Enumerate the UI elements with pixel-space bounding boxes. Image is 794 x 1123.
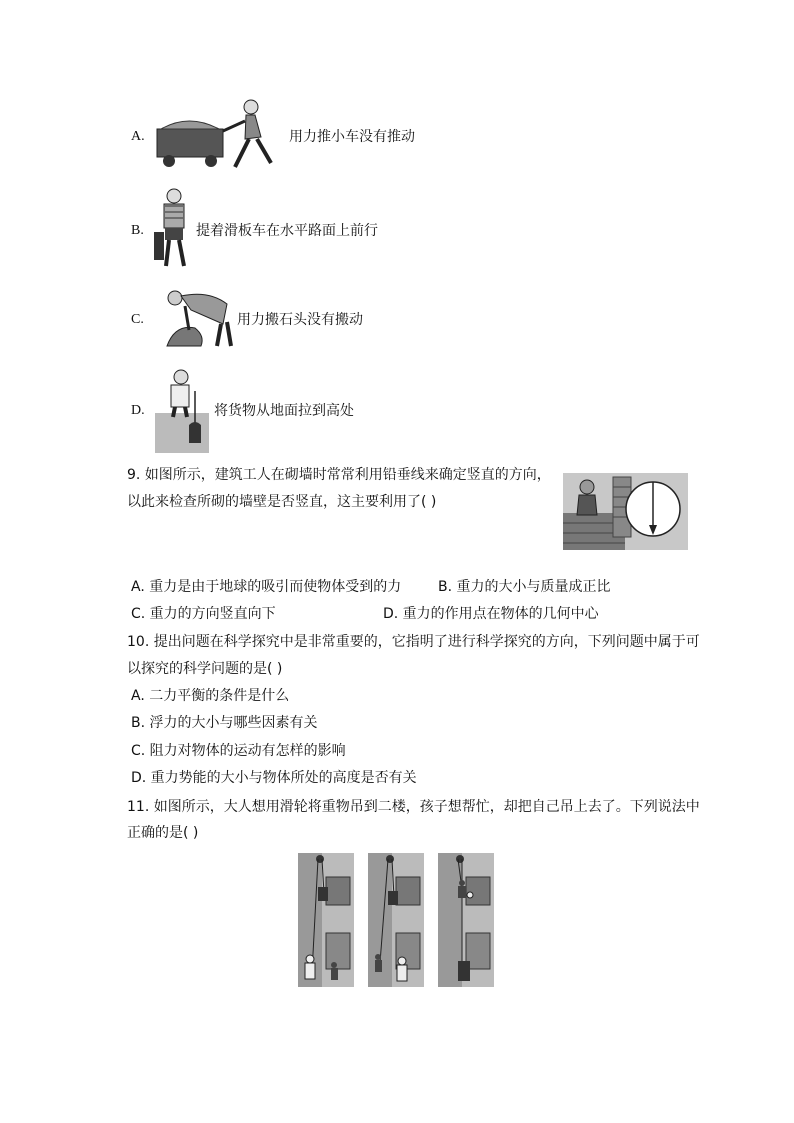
plumb-line-illustration: [563, 473, 688, 550]
q10-option-a: A. 二力平衡的条件是什么: [131, 688, 290, 704]
q9-stem-line2: 以此来检查所砌的墙壁是否竖直，这主要利用了( ): [127, 494, 437, 510]
q10-stem-line1: 10. 提出问题在科学探究中是非常重要的，它指明了进行科学探究的方向，下列问题中属于可: [127, 634, 700, 650]
q9-stem-line1: 9. 如图所示，建筑工人在砌墙时常常利用铅垂线来确定竖直的方向，: [127, 467, 551, 483]
q9-option-c: C. 重力的方向竖直向下: [131, 606, 276, 622]
q10-stem-line2: 以探究的科学问题的是( ): [127, 661, 283, 677]
q11-stem-line1: 11. 如图所示，大人想用滑轮将重物吊到二楼，孩子想帮忙，却把自己吊上去了。下列说法中: [127, 799, 700, 815]
q10-option-d: D. 重力势能的大小与物体所处的高度是否有关: [131, 770, 417, 786]
option-c-text: 用力搬石头没有搬动: [237, 312, 363, 328]
lift-rock-illustration: [161, 284, 235, 350]
pull-cargo-illustration: [155, 367, 209, 453]
option-d-letter: D.: [131, 403, 145, 418]
option-a-letter: A.: [131, 129, 145, 144]
push-cart-illustration: [153, 97, 285, 173]
q10-option-c: C. 阻力对物体的运动有怎样的影响: [131, 743, 346, 759]
pulley-scene-3: [438, 853, 494, 987]
pulley-scene-1: [298, 853, 354, 987]
option-c-letter: C.: [131, 312, 144, 327]
option-b-letter: B.: [131, 223, 144, 238]
q9-option-b: B. 重力的大小与质量成正比: [438, 579, 611, 595]
option-d-text: 将货物从地面拉到高处: [214, 403, 354, 419]
q9-option-d: D. 重力的作用点在物体的几何中心: [383, 606, 599, 622]
q11-stem-line2: 正确的是( ): [127, 825, 199, 841]
pulley-scene-2: [368, 853, 424, 987]
option-a-text: 用力推小车没有推动: [289, 129, 415, 145]
q9-option-a: A. 重力是由于地球的吸引而使物体受到的力: [131, 579, 402, 595]
option-b-text: 提着滑板车在水平路面上前行: [196, 223, 378, 239]
q10-option-b: B. 浮力的大小与哪些因素有关: [131, 715, 318, 731]
carry-scooter-illustration: [152, 188, 196, 272]
